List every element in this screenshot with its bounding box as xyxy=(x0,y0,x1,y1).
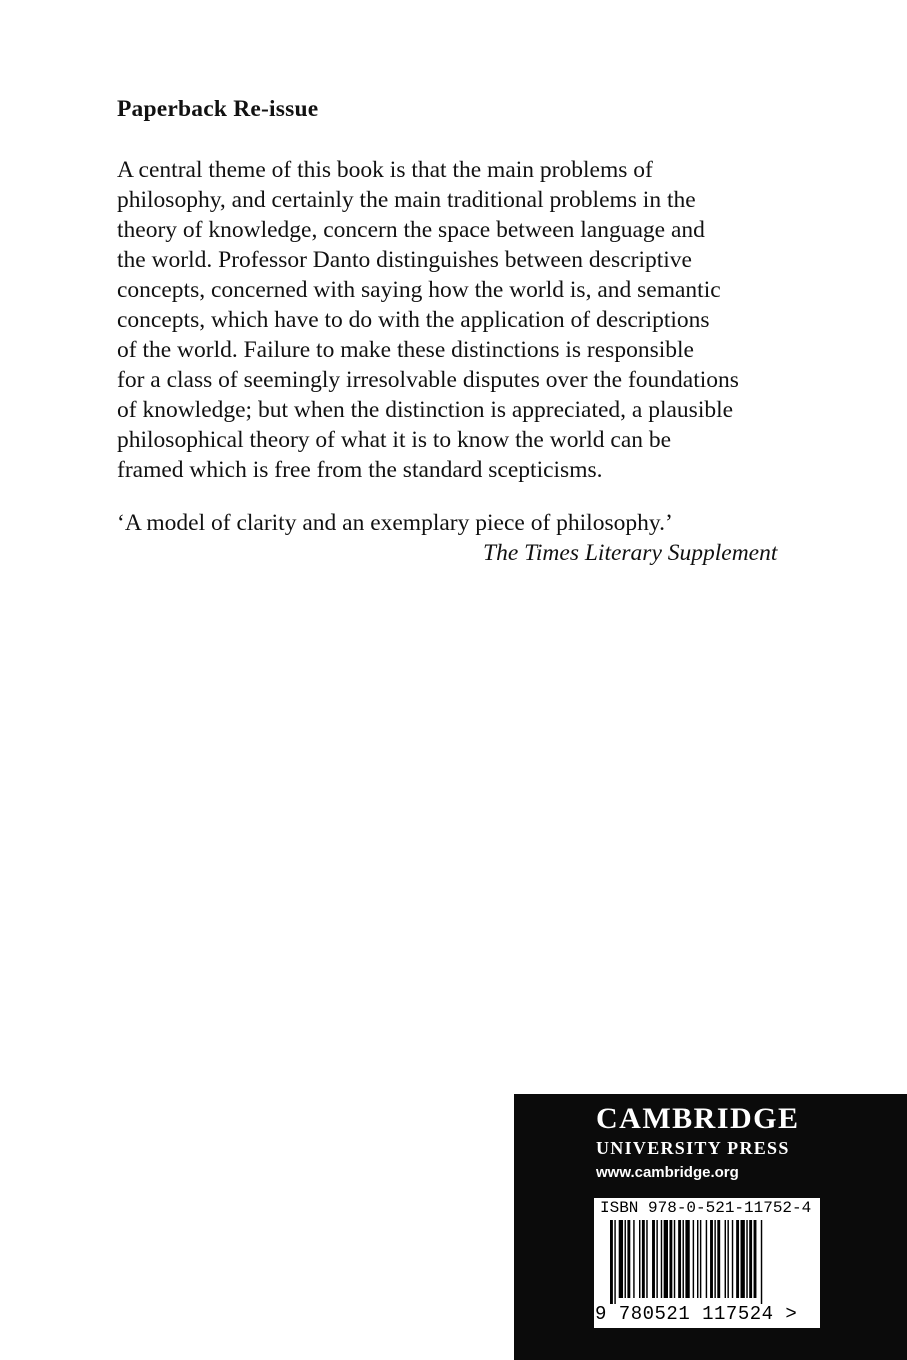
review-source: The Times Literary Supplement xyxy=(483,540,778,566)
barcode-bar xyxy=(732,1220,733,1298)
description-line: the world. Professor Danto distinguishes between descriptive xyxy=(117,247,692,273)
barcode-bar xyxy=(727,1220,728,1298)
barcode-bar xyxy=(693,1220,694,1298)
publisher-subtitle: UNIVERSITY PRESS xyxy=(596,1138,790,1158)
description-line: concepts, concerned with saying how the world is, and semantic xyxy=(117,277,721,303)
barcode-bars xyxy=(610,1220,806,1304)
barcode-bar xyxy=(619,1220,623,1298)
description-line: philosophy, and certainly the main traditional problems in the xyxy=(117,187,696,213)
barcode-bar xyxy=(646,1220,647,1298)
barcode-bar xyxy=(633,1220,634,1298)
description-line: A central theme of this book is that the main problems of xyxy=(117,157,653,183)
barcode-bar xyxy=(627,1220,630,1298)
barcode-bar xyxy=(749,1220,752,1298)
description-line: for a class of seemingly irresolvable disputes over the foundations xyxy=(117,367,739,393)
barcode-bar xyxy=(754,1220,757,1298)
barcode-bar xyxy=(652,1220,655,1298)
barcode-bar xyxy=(656,1220,657,1298)
barcode-bar xyxy=(669,1220,672,1298)
description-line: framed which is free from the standard scepticisms. xyxy=(117,457,603,483)
barcode-bar xyxy=(661,1220,662,1298)
barcode-bar xyxy=(736,1220,739,1298)
barcode-bar xyxy=(714,1220,715,1298)
barcode-bar xyxy=(642,1220,645,1298)
barcode-bar xyxy=(725,1220,726,1298)
barcode xyxy=(594,1198,820,1328)
barcode-digits: 9 780521 117524 > xyxy=(595,1303,798,1325)
section-heading: Paperback Re-issue xyxy=(117,96,319,122)
barcode-bar xyxy=(697,1220,698,1298)
barcode-bar xyxy=(746,1220,747,1298)
barcode-bar xyxy=(614,1220,615,1304)
book-description xyxy=(117,155,817,485)
publisher-panel xyxy=(514,1094,907,1360)
barcode-bar xyxy=(706,1220,707,1298)
isbn-label: ISBN 978-0-521-11752-4 xyxy=(600,1199,812,1217)
barcode-bar xyxy=(625,1220,626,1298)
barcode-bar xyxy=(761,1220,762,1304)
barcode-bar xyxy=(717,1220,720,1298)
description-line: of knowledge; but when the distinction is appreciated, a plausible xyxy=(117,397,734,423)
barcode-bar xyxy=(741,1220,745,1298)
barcode-bar xyxy=(674,1220,675,1298)
description-line: concepts, which have to do with the application of descriptions xyxy=(117,307,710,333)
barcode-bar xyxy=(678,1220,681,1298)
publisher-url: www.cambridge.org xyxy=(596,1164,739,1181)
publisher-name: CAMBRIDGE xyxy=(596,1102,800,1135)
description-line: theory of knowledge, concern the space between language and xyxy=(117,217,705,243)
barcode-bar xyxy=(685,1220,689,1298)
barcode-bar xyxy=(639,1220,640,1298)
barcode-bar xyxy=(664,1220,668,1298)
description-line: of the world. Failure to make these distinctions is responsible xyxy=(117,337,694,363)
barcode-bar xyxy=(683,1220,684,1298)
barcode-bar xyxy=(700,1220,701,1298)
barcode-bar xyxy=(710,1220,713,1298)
description-line: philosophical theory of what it is to know the world can be xyxy=(117,427,672,453)
barcode-bar xyxy=(610,1220,613,1304)
review-quote: ‘A model of clarity and an exemplary piece of philosophy.’ xyxy=(117,510,673,536)
